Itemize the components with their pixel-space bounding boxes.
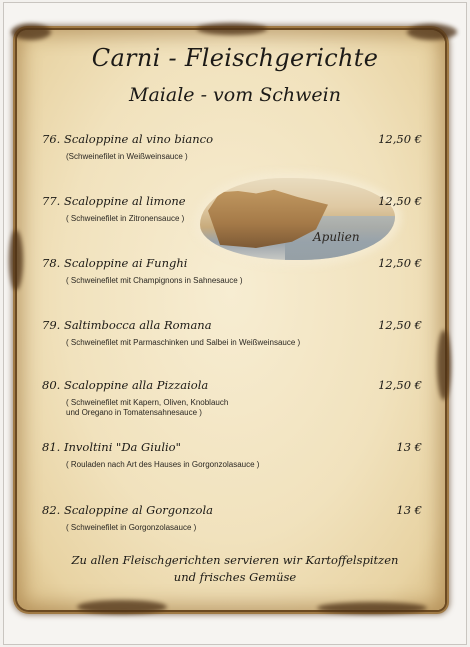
menu-item-description: ( Schweinefilet mit Parmaschinken und Salbei in Weißweinsauce ) [66,338,301,347]
footer-note [0,552,470,586]
menu-item-name: 78. Scaloppine ai Funghi [42,256,188,270]
menu-item-description: (Schweinefilet in Weißweinsauce ) [66,152,188,161]
menu-item-name: 82. Scaloppine al Gorgonzola [42,503,213,517]
menu-item [42,503,422,533]
menu-item-description: ( Schweinefilet mit Kapern, Oliven, Knoblauch und Oregano in Tomatensahnesauce ) [66,398,229,417]
page-subtitle: Maiale - vom Schwein [129,84,341,106]
menu-item-name: 81. Involtini "Da Giulio" [42,440,181,454]
photo-label: Apulien [313,230,360,244]
menu-item-price: 13 € [396,440,422,454]
menu-item-name: 79. Saltimbocca alla Romana [42,318,212,332]
menu-item-price: 12,50 € [378,194,422,208]
menu-item-price: 12,50 € [378,378,422,392]
menu-item-description: ( Schweinefilet mit Champignons in Sahnesauce ) [66,276,243,285]
page-title: Carni - Fleischgerichte [91,44,379,72]
menu-item-description: ( Rouladen nach Art des Hauses in Gorgonzolasauce ) [66,460,260,469]
menu-item [42,440,422,470]
menu-item-name: 76. Scaloppine al vino bianco [42,132,214,146]
menu-item [42,378,422,418]
menu-item-price: 12,50 € [378,256,422,270]
menu-item-price: 13 € [396,503,422,517]
menu-item-description: ( Schweinefilet in Zitronensauce ) [66,214,185,223]
menu-item [42,194,422,224]
menu-item [42,132,422,162]
footer-line-1: Zu allen Fleischgerichten servieren wir Kartoffelspitzen [71,553,399,567]
menu-item-description: ( Schweinefilet in Gorgonzolasauce ) [66,523,197,532]
menu-item-name: 77. Scaloppine al limone [42,194,186,208]
menu-item-name: 80. Scaloppine alla Pizzaiola [42,378,209,392]
menu-item-price: 12,50 € [378,318,422,332]
menu-item [42,256,422,286]
footer-line-2: und frisches Gemüse [173,570,297,584]
menu-item-price: 12,50 € [378,132,422,146]
menu-item [42,318,422,348]
